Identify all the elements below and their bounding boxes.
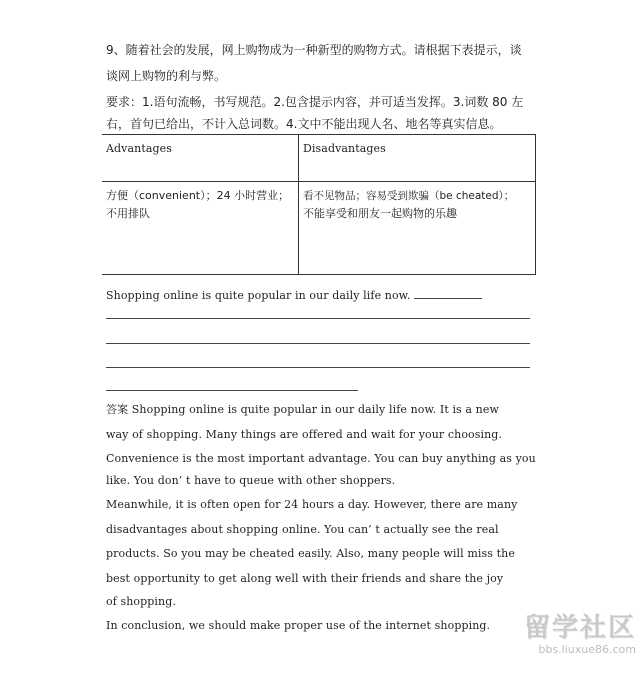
advantages-header: Advantages (102, 135, 299, 182)
advantages-line-2: 不用排队 (106, 207, 150, 220)
answer-line-6: disadvantages about shopping online. You can’ t actually see the real (106, 523, 499, 536)
inline-blank-line (414, 286, 482, 299)
answer-line-9: of shopping. (106, 595, 176, 608)
writing-first-line (106, 286, 482, 304)
answer-line-2: way of shopping. Many things are offered and wait for your choosing. (106, 428, 503, 441)
answer-line-5: Meanwhile, it is often open for 24 hours a day. However, there are many (106, 498, 518, 511)
pros-cons-table (102, 134, 536, 275)
answer-line-1: 答案 Shopping online is quite popular in our daily life now. It is a new (106, 403, 499, 416)
first-sentence: Shopping online is quite popular in our daily life now. (106, 289, 411, 302)
watermark-logo: 留学社区 (523, 613, 636, 643)
requirement-line-2: 右，首句已给出，不计入总词数。4.文中不能出现人名、地名等真实信息。 (106, 117, 502, 131)
answer-line-4: like. You don’ t have to queue with other shoppers. (106, 474, 396, 487)
disadvantages-line-2: 不能享受和朋友一起购物的乐趣 (303, 207, 457, 220)
answer-section (106, 402, 536, 642)
writing-blank-line-1 (106, 318, 530, 319)
answer-line-7: products. So you may be cheated easily. Also, many people will miss the (106, 547, 515, 560)
table-header-row (102, 135, 536, 182)
answer-line-10: In conclusion, we should make proper use of the internet shopping. (106, 619, 491, 632)
disadvantages-line-1: 看不见物品；容易受到欺骗（be cheated）； (303, 190, 515, 202)
writing-blank-line-4 (106, 390, 358, 391)
question-line-1: 9、随着社会的发展，网上购物成为一种新型的购物方式。请根据下表提示，谈 (106, 43, 522, 57)
disadvantages-header: Disadvantages (299, 135, 536, 182)
requirement-line-1: 要求：1.语句流畅，书写规范。2.包含提示内容，并可适当发挥。3.词数 80 左 (106, 95, 524, 109)
watermark-url: bbs.liuxue86.com (538, 643, 636, 656)
watermark (486, 613, 636, 669)
table-body-row (102, 182, 536, 275)
question-line-2: 谈网上购物的利与弊。 (106, 69, 227, 83)
answer-line-3: Convenience is the most important advantage. You can buy anything as you (106, 452, 536, 465)
writing-blank-line-2 (106, 343, 530, 344)
advantages-cell (102, 182, 299, 275)
answer-line-8: best opportunity to get along well with their friends and share the joy (106, 572, 504, 585)
disadvantages-cell (299, 182, 536, 275)
advantages-line-1: 方便（convenient）；24 小时营业； (106, 189, 290, 202)
writing-blank-line-3 (106, 367, 530, 368)
